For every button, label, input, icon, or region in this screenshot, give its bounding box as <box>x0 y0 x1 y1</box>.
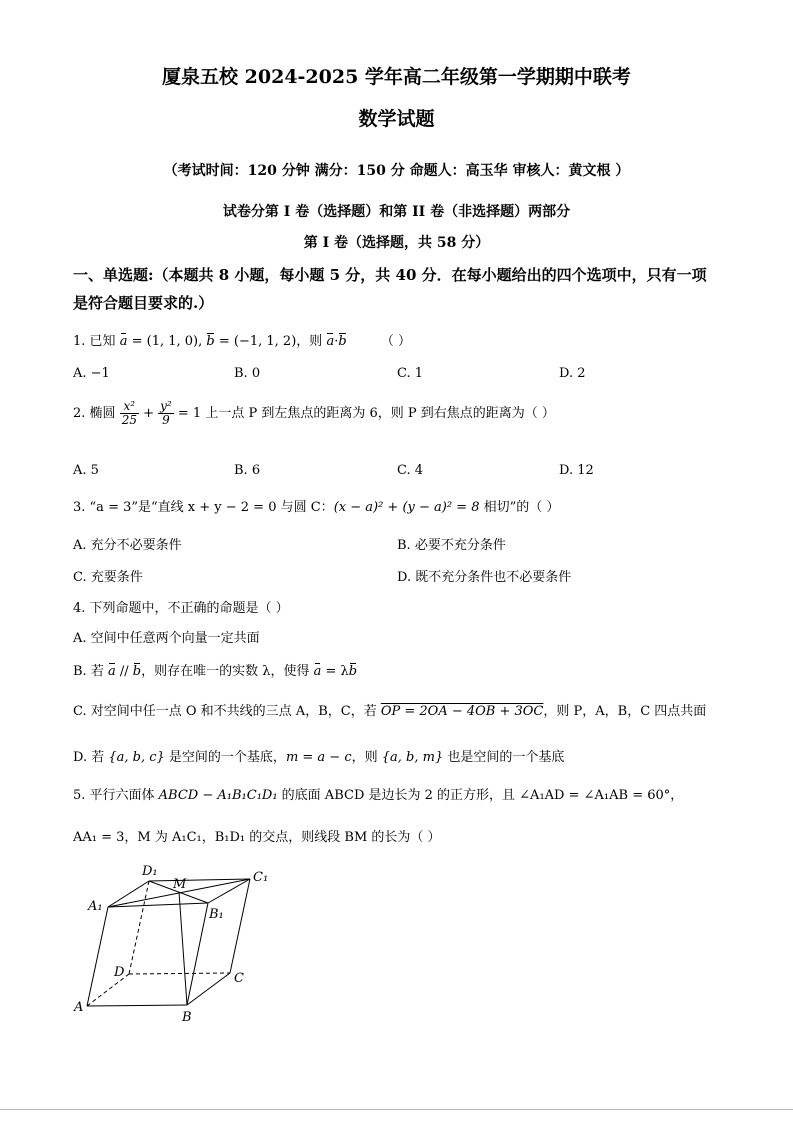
q1-vector-b: (−1, 1, 2) <box>233 334 297 349</box>
q3-option-b: B. 必要不充分条件 <box>397 538 506 553</box>
q3-option-c: C. 充要条件 <box>73 570 143 585</box>
q1-option-d: D. 2 <box>559 366 586 381</box>
vector-equation: OP = 2OA − 4OB + 3OC <box>380 704 544 719</box>
q2-option-c: C. 4 <box>397 463 424 478</box>
part-one-heading: 第 I 卷（选择题，共 58 分） <box>303 235 490 251</box>
label-m: M <box>173 877 187 892</box>
question-4: 4. 下列命题中，不正确的命题是（ ） <box>73 601 289 616</box>
label-c: C <box>234 971 244 986</box>
label-d1: D₁ <box>142 864 158 879</box>
label-c1: C₁ <box>253 870 269 885</box>
label-a: A <box>74 1000 84 1015</box>
q2-option-a: A. 5 <box>73 463 99 478</box>
answer-blank: （ ） <box>380 334 411 349</box>
label-b: B <box>182 1010 192 1025</box>
q4-option-d: D. 若 {a, b, c} 是空间的一个基底，m = a − c，则 {a, b, m} 也是空间的一个基底 <box>73 750 565 765</box>
q3-option-a: A. 充分不必要条件 <box>73 538 182 553</box>
q4-option-b: B. 若 a // b，则存在唯一的实数 λ，使得 a = λb <box>73 664 358 679</box>
exam-subject: 数学试题 <box>358 108 435 130</box>
section-heading <box>73 261 733 317</box>
question-1: 1. 已知 a = (1, 1, 0), b = (−1, 1, 2)，则 a·b （ ） <box>73 334 411 349</box>
q3-option-d: D. 既不充分条件也不必要条件 <box>397 570 572 585</box>
question-5-line2: AA₁ = 3，M 为 A₁C₁，B₁D₁ 的交点，则线段 BM 的长为（ ） <box>73 830 441 845</box>
q4-option-c: C. 对空间中任一点 O 和不共线的三点 A，B，C，若 OP = 2OA − 4OB + 3OC，则 P，A，B，C 四点共面 <box>73 704 707 719</box>
circle-equation: (x − a)² + (y − a)² = 8 <box>333 500 480 515</box>
question-2: 2. 椭圆 $\frac{\text{x²}}{25}$ + $\frac{\text{y²}}{9}$ = 1 上一点 P 到左焦点的距离为 6，则 P 到右焦点的距离为（ ） <box>73 399 555 427</box>
q1-option-c: C. 1 <box>397 366 424 381</box>
section-heading-line2: 是符合题目要求的.） <box>73 294 214 312</box>
parallelepiped-figure <box>60 855 290 1030</box>
label-b1: B₁ <box>209 907 224 922</box>
exam-title: 厦泉五校 2024-2025 学年高二年级第一学期期中联考 <box>162 66 631 88</box>
q2-option-d: D. 12 <box>559 463 594 478</box>
q1-option-a: A. −1 <box>73 366 110 381</box>
label-a1: A₁ <box>88 899 103 914</box>
q1-vector-a: (1, 1, 0) <box>146 334 199 349</box>
exam-info: （考试时间：120 分钟 满分：150 分 命题人：高玉华 审核人：黄文根 ） <box>163 163 630 179</box>
question-5-line1: 5. 平行六面体 ABCD − A₁B₁C₁D₁ 的底面 ABCD 是边长为 2 的正方形，且 ∠A₁AD = ∠A₁AB = 60°， <box>73 788 684 803</box>
exam-parts: 试卷分第 I 卷（选择题）和第 II 卷（非选择题）两部分 <box>222 204 571 220</box>
q4-option-a: A. 空间中任意两个向量一定共面 <box>73 631 260 646</box>
label-d: D <box>114 965 125 980</box>
question-3: 3. “a = 3”是“直线 x + y − 2 = 0 与圆 C：(x − a)² + (y − a)² = 8 相切”的（ ） <box>73 500 560 515</box>
section-heading-line1: 一、单选题:（本题共 8 小题，每小题 5 分，共 40 分．在每小题给出的四个选项中，只有一项 <box>73 266 707 284</box>
page-bottom-divider <box>0 1109 793 1110</box>
q2-option-b: B. 6 <box>234 463 261 478</box>
q1-option-b: B. 0 <box>234 366 261 381</box>
